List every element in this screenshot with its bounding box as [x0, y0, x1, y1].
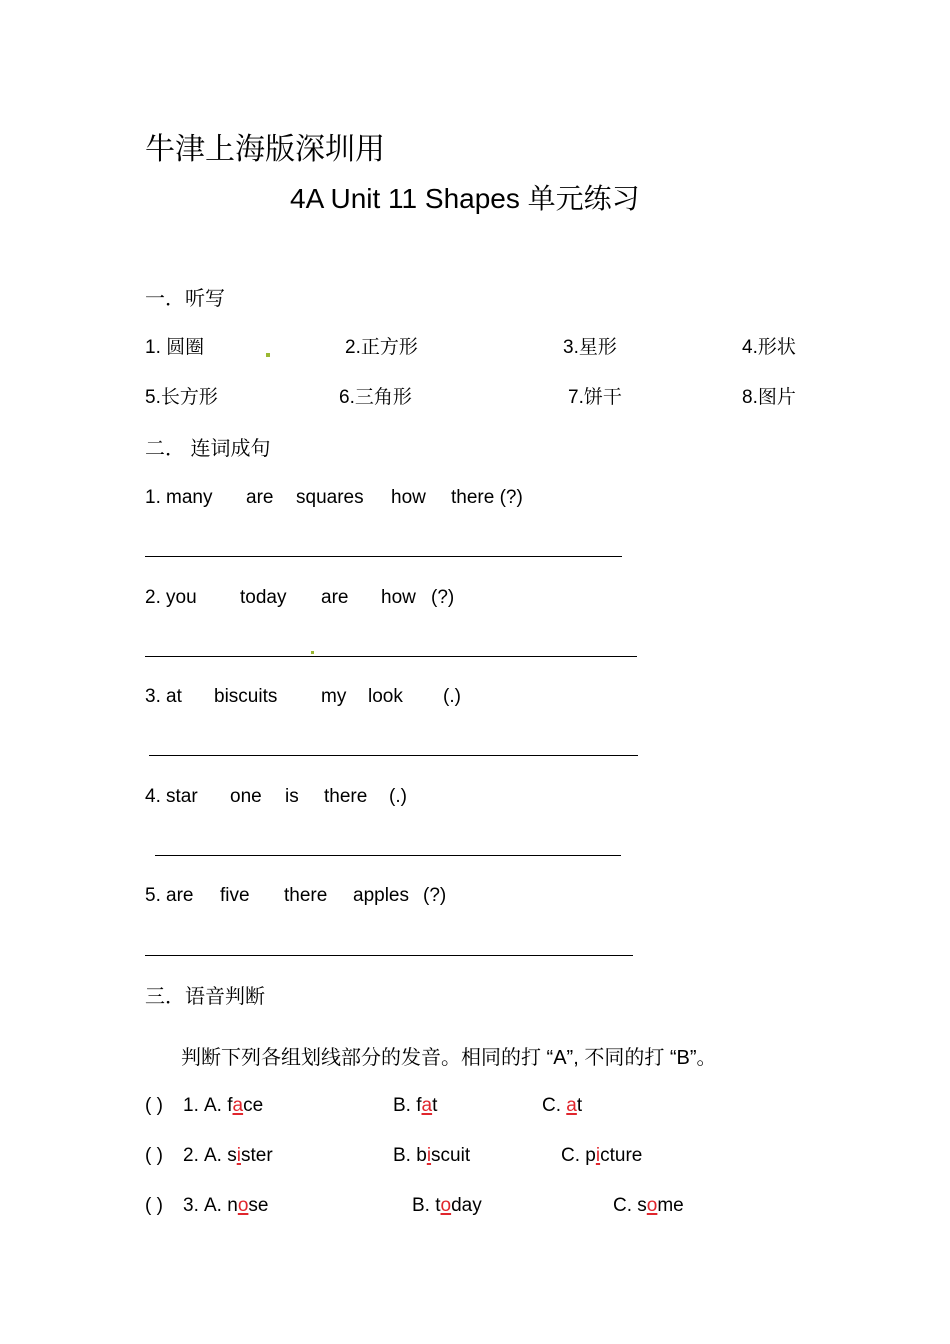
- word: there: [324, 786, 368, 807]
- answer-line-2[interactable]: [145, 656, 637, 657]
- option-a: A. face: [204, 1095, 264, 1116]
- option-b: B. fat: [393, 1095, 438, 1116]
- dictation-item-3: 3.星形: [563, 337, 617, 358]
- section-2-heading: 二． 连词成句: [145, 438, 271, 460]
- row-number: 2.: [183, 1145, 199, 1166]
- dictation-item-2: 2.正方形: [345, 337, 418, 358]
- word: how: [391, 487, 426, 508]
- question-number: 3.: [145, 686, 161, 707]
- dictation-item-7: 7.饼干: [568, 387, 622, 408]
- stray-mark: [311, 651, 314, 654]
- option-a: A. sister: [204, 1145, 273, 1166]
- question-number: 4.: [145, 786, 161, 807]
- instruction: 判断下列各组划线部分的发音。相同的打 “A”, 不同的打 “B”。: [181, 1047, 717, 1069]
- word: how: [381, 587, 416, 608]
- option-c: C. some: [613, 1195, 684, 1216]
- option-c: C. at: [542, 1095, 583, 1116]
- dictation-item-5: 5.长方形: [145, 387, 218, 408]
- option-c: C. picture: [561, 1145, 643, 1166]
- answer-line-4[interactable]: [155, 855, 621, 856]
- dictation-item-4: 4.形状: [742, 337, 796, 358]
- word: is: [285, 786, 299, 807]
- word: five: [220, 885, 250, 906]
- section-3-heading: 三．语音判断: [145, 986, 265, 1008]
- option-b: B. biscuit: [393, 1145, 471, 1166]
- answer-blank[interactable]: ( ): [145, 1195, 163, 1216]
- question-number: 5.: [145, 885, 161, 906]
- word: many: [166, 487, 213, 508]
- answer-blank[interactable]: ( ): [145, 1095, 163, 1116]
- dictation-item-1: 1. 圆圈: [145, 337, 205, 358]
- word: at: [166, 686, 182, 707]
- answer-line-5[interactable]: [145, 955, 633, 956]
- word: there: [284, 885, 328, 906]
- dictation-item-6: 6.三角形: [339, 387, 412, 408]
- word: squares: [296, 487, 364, 508]
- option-a: A. nose: [204, 1195, 269, 1216]
- word: (?): [423, 885, 447, 906]
- word: (?): [431, 587, 455, 608]
- word: look: [368, 686, 403, 707]
- word: are: [246, 487, 274, 508]
- option-b: B. today: [412, 1195, 482, 1216]
- word: you: [166, 587, 197, 608]
- word: apples: [353, 885, 409, 906]
- word: (.): [443, 686, 461, 707]
- word: are: [166, 885, 194, 906]
- question-number: 1.: [145, 487, 161, 508]
- word: (.): [389, 786, 407, 807]
- title-line-2: 4A Unit 11 Shapes 单元练习: [290, 183, 640, 214]
- question-number: 2.: [145, 587, 161, 608]
- answer-blank[interactable]: ( ): [145, 1145, 163, 1166]
- dictation-item-8: 8.图片: [742, 387, 796, 408]
- word: today: [240, 587, 287, 608]
- word: biscuits: [214, 686, 278, 707]
- answer-line-1[interactable]: [145, 556, 622, 557]
- word: my: [321, 686, 347, 707]
- section-1-heading: 一．听写: [145, 288, 225, 310]
- word: one: [230, 786, 262, 807]
- row-number: 3.: [183, 1195, 199, 1216]
- word: there (?): [451, 487, 523, 508]
- word: star: [166, 786, 198, 807]
- row-number: 1.: [183, 1095, 199, 1116]
- title-line-1: 牛津上海版深圳用: [145, 133, 385, 166]
- word: are: [321, 587, 349, 608]
- answer-line-3[interactable]: [149, 755, 638, 756]
- stray-mark: [266, 353, 270, 357]
